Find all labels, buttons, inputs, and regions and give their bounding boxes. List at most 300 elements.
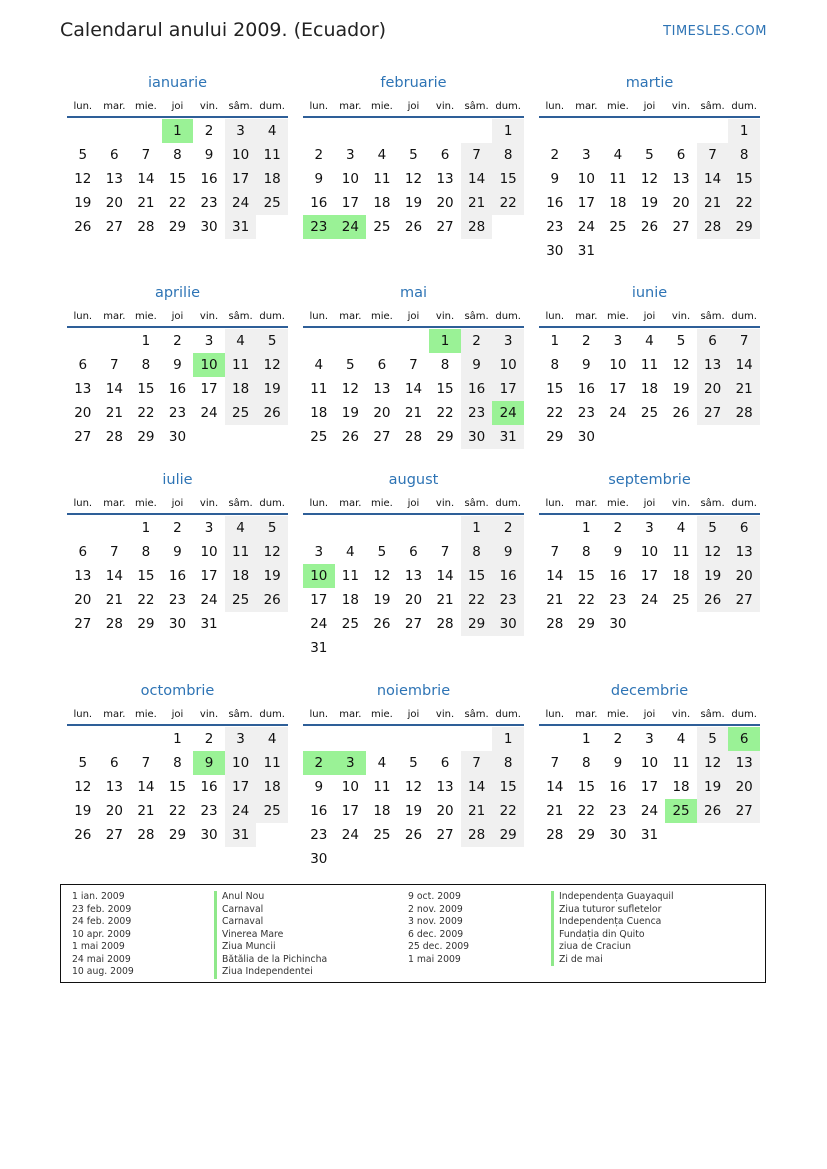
day-grid [67,329,288,449]
day-cell: 22 [492,799,524,823]
day-cell: 20 [436,195,454,211]
weekday-label: lun. [545,101,565,112]
day-cell: 21 [461,799,493,823]
day-cell: 28 [436,616,454,632]
day-cell: 12 [404,779,423,795]
day-cell: 29 [546,429,564,445]
day-cell: 4 [377,147,387,163]
day-cell: 20 [697,377,729,401]
holiday-dates-col-2 [408,891,469,966]
day-cell: 13 [105,779,123,795]
day-cell: 21 [728,377,760,401]
day-cell: 21 [404,405,423,421]
day-cell: 11 [373,779,391,795]
day-cell: 14 [461,167,493,191]
weekday-label: vin. [435,498,455,509]
day-cell: 27 [373,429,391,445]
holiday-day-cell: 9 [193,751,225,775]
weekday-label: joi [643,709,656,720]
day-cell: 20 [373,405,391,421]
weekday-label: sâm. [464,709,489,720]
day-cell: 27 [436,827,454,843]
holiday-date: 3 nov. 2009 [408,916,463,927]
day-cell: 8 [141,357,151,373]
day-cell: 24 [640,592,659,608]
weekday-label: lun. [309,101,329,112]
day-cell: 11 [373,171,391,187]
weekday-label: mar. [575,101,598,112]
day-cell: 16 [609,779,627,795]
day-cell: 4 [256,119,288,143]
weekday-header [67,306,288,328]
day-cell: 25 [373,219,391,235]
weekday-label: mie. [606,311,629,322]
day-cell: 15 [137,568,155,584]
day-cell: 28 [546,827,564,843]
day-cell: 20 [74,592,92,608]
weekday-label: mar. [339,498,362,509]
day-grid [539,516,760,636]
day-cell: 3 [204,520,214,536]
holiday-legend [60,884,766,983]
day-grid [539,119,760,263]
day-cell: 28 [137,827,155,843]
weekday-label: mie. [134,709,157,720]
day-cell: 22 [546,405,564,421]
weekday-label: vin. [435,709,455,720]
day-cell: 17 [225,775,257,799]
day-cell: 13 [74,381,92,397]
day-cell: 23 [200,195,218,211]
day-cell: 2 [461,329,493,353]
day-cell: 8 [728,143,760,167]
day-cell: 10 [341,779,359,795]
day-cell: 10 [492,353,524,377]
weekday-label: sâm. [700,311,725,322]
holiday-name: Independența Guayaquil [551,891,674,904]
day-cell: 13 [672,171,690,187]
day-cell: 3 [314,544,324,560]
month-name: iunie [631,285,668,301]
day-cell: 10 [640,755,659,771]
day-cell: 11 [341,568,359,584]
day-grid [539,329,760,449]
day-cell: 18 [672,779,690,795]
month-aprilie [67,280,288,449]
day-cell: 18 [609,195,627,211]
weekday-label: mie. [134,498,157,509]
day-cell: 6 [110,147,119,163]
day-cell: 6 [78,357,88,373]
day-cell: 19 [672,381,690,397]
day-cell: 31 [310,640,328,656]
day-cell: 27 [105,827,123,843]
holiday-day-cell: 2 [303,751,335,775]
day-cell: 4 [256,727,288,751]
empty-cell [539,119,571,143]
empty-cell [429,119,461,143]
day-cell: 2 [173,333,182,349]
day-cell: 19 [74,803,92,819]
weekday-label: vin. [671,101,691,112]
day-cell: 19 [341,405,359,421]
day-cell: 28 [105,429,123,445]
day-cell: 22 [137,405,155,421]
day-cell: 4 [645,333,654,349]
day-cell: 14 [137,171,155,187]
weekday-header [67,96,288,118]
day-cell: 9 [204,147,214,163]
day-cell: 5 [645,147,654,163]
day-cell: 22 [728,191,760,215]
day-cell: 25 [373,827,391,843]
day-cell: 9 [613,755,623,771]
day-cell: 16 [168,381,187,397]
day-cell: 3 [492,329,524,353]
day-cell: 21 [137,195,155,211]
weekday-label: lun. [73,101,93,112]
empty-cell [398,119,430,143]
day-cell: 5 [409,147,418,163]
day-cell: 16 [609,568,627,584]
day-cell: 5 [409,755,418,771]
day-cell: 1 [582,520,591,536]
month-name: noiembrie [376,683,451,699]
month-name: decembrie [610,683,689,699]
weekday-label: dum. [731,709,757,720]
day-cell: 23 [200,803,218,819]
day-cell: 4 [377,755,387,771]
day-cell: 5 [697,727,729,751]
day-cell: 30 [168,429,187,445]
day-cell: 17 [341,195,359,211]
empty-cell [130,727,162,751]
day-cell: 27 [74,429,92,445]
empty-cell [335,727,367,751]
month-name: septembrie [608,472,691,488]
weekday-label: dum. [495,101,521,112]
weekday-label: mar. [103,498,126,509]
weekday-label: mie. [370,498,393,509]
empty-cell [335,329,367,353]
day-cell: 11 [672,755,690,771]
day-cell: 3 [645,731,654,747]
empty-cell [99,516,131,540]
day-cell: 10 [225,143,257,167]
day-cell: 7 [409,357,418,373]
day-cell: 13 [728,540,760,564]
day-cell: 7 [110,544,119,560]
weekday-label: joi [171,709,184,720]
day-cell: 9 [613,544,623,560]
day-cell: 14 [137,779,155,795]
day-cell: 24 [341,827,359,843]
day-cell: 9 [492,540,524,564]
empty-cell [67,727,99,751]
empty-cell [99,727,131,751]
day-cell: 26 [640,219,659,235]
holiday-date: 24 feb. 2009 [72,916,132,927]
day-cell: 5 [78,755,88,771]
day-cell: 5 [377,544,387,560]
day-cell: 11 [225,540,257,564]
day-cell: 21 [137,803,155,819]
day-cell: 28 [697,215,729,239]
day-cell: 1 [141,333,151,349]
day-cell: 13 [436,171,454,187]
day-cell: 7 [141,755,151,771]
empty-cell [398,727,430,751]
empty-cell [461,727,493,751]
holiday-names-col-1 [214,891,327,979]
day-cell: 16 [200,171,218,187]
weekday-label: lun. [309,498,329,509]
day-cell: 19 [256,377,288,401]
weekday-label: dum. [259,311,285,322]
holiday-date: 10 apr. 2009 [72,928,131,940]
day-cell: 17 [640,779,659,795]
month-name: octombrie [140,683,215,699]
day-cell: 15 [492,167,524,191]
weekday-label: vin. [435,311,455,322]
holiday-day-cell: 25 [665,799,697,823]
empty-cell [398,516,430,540]
month-noiembrie [303,678,524,871]
day-cell: 7 [461,751,493,775]
day-cell: 24 [310,616,328,632]
day-cell: 8 [492,751,524,775]
holiday-day-cell: 24 [335,215,367,239]
day-cell: 30 [310,851,328,867]
day-cell: 4 [225,329,257,353]
day-cell: 17 [609,381,627,397]
holiday-date: 1 ian. 2009 [72,891,125,902]
day-cell: 28 [105,616,123,632]
day-cell: 25 [256,191,288,215]
day-cell: 3 [346,147,355,163]
day-grid [303,119,524,239]
day-cell: 7 [550,755,560,771]
empty-cell [366,329,398,353]
weekday-label: mar. [575,311,598,322]
day-cell: 15 [546,381,564,397]
day-cell: 8 [582,544,591,560]
day-cell: 16 [461,377,493,401]
month-mai [303,280,524,449]
holiday-name: Vinerea Mare [214,929,327,942]
day-cell: 20 [672,195,690,211]
month-name: iulie [162,472,193,488]
day-cell: 25 [609,219,627,235]
day-cell: 31 [492,425,524,449]
day-cell: 14 [105,381,123,397]
day-cell: 17 [200,381,218,397]
brand-link[interactable]: TIMESLES.COM [663,24,767,39]
day-cell: 29 [577,616,595,632]
day-cell: 18 [341,592,359,608]
day-cell: 22 [168,195,187,211]
empty-cell [429,727,461,751]
weekday-label: mar. [103,311,126,322]
holiday-day-cell: 10 [303,564,335,588]
day-cell: 3 [225,727,257,751]
weekday-label: dum. [495,498,521,509]
day-cell: 14 [404,381,423,397]
weekday-label: joi [171,498,184,509]
day-cell: 22 [492,191,524,215]
day-cell: 12 [341,381,359,397]
day-cell: 8 [492,143,524,167]
day-cell: 2 [582,333,591,349]
day-cell: 15 [577,779,595,795]
day-cell: 25 [225,588,257,612]
day-cell: 4 [613,147,623,163]
holiday-date: 1 mai 2009 [408,953,461,965]
day-cell: 4 [676,731,686,747]
day-cell: 30 [168,616,187,632]
day-cell: 14 [546,779,564,795]
day-cell: 19 [640,195,659,211]
empty-cell [99,329,131,353]
day-cell: 16 [492,564,524,588]
day-cell: 17 [200,568,218,584]
weekday-label: mie. [370,101,393,112]
day-cell: 29 [168,219,187,235]
holiday-name: Fundația din Quito [551,929,674,942]
day-cell: 26 [341,429,359,445]
weekday-label: lun. [545,498,565,509]
empty-cell [130,119,162,143]
day-cell: 7 [440,544,450,560]
day-cell: 13 [728,751,760,775]
day-cell: 4 [676,520,686,536]
day-cell: 18 [373,195,391,211]
empty-cell [303,727,335,751]
empty-cell [398,329,430,353]
day-cell: 10 [200,544,218,560]
day-cell: 27 [105,219,123,235]
day-cell: 31 [225,823,257,847]
day-cell: 21 [436,592,454,608]
day-cell: 2 [204,123,214,139]
day-cell: 28 [546,616,564,632]
weekday-header [539,493,760,515]
day-cell: 2 [613,520,623,536]
month-name: august [388,472,439,488]
empty-cell [665,119,697,143]
day-cell: 20 [404,592,423,608]
day-cell: 14 [105,568,123,584]
day-cell: 7 [141,147,151,163]
day-cell: 11 [225,353,257,377]
day-cell: 17 [341,803,359,819]
day-cell: 22 [577,592,595,608]
day-cell: 23 [168,405,187,421]
day-cell: 10 [640,544,659,560]
day-cell: 19 [74,195,92,211]
day-cell: 8 [141,544,151,560]
day-cell: 11 [609,171,627,187]
day-cell: 12 [672,357,690,373]
weekday-label: mar. [575,709,598,720]
empty-cell [571,119,603,143]
holiday-day-cell: 1 [162,119,194,143]
day-cell: 11 [256,143,288,167]
empty-cell [303,329,335,353]
day-cell: 1 [141,520,151,536]
day-cell: 5 [256,329,288,353]
day-cell: 1 [550,333,560,349]
weekday-label: joi [407,101,420,112]
day-cell: 13 [373,381,391,397]
weekday-label: dum. [731,101,757,112]
empty-cell [335,119,367,143]
day-cell: 1 [173,731,182,747]
day-cell: 20 [105,195,123,211]
day-cell: 27 [672,219,690,235]
weekday-header [67,704,288,726]
holiday-dates-col-1 [72,891,134,979]
day-cell: 19 [404,195,423,211]
holiday-date: 2 nov. 2009 [408,903,463,915]
day-cell: 1 [728,119,760,143]
empty-cell [99,119,131,143]
weekday-label: sâm. [228,498,253,509]
day-cell: 18 [310,405,328,421]
day-cell: 30 [609,616,627,632]
day-cell: 29 [137,429,155,445]
weekday-label: lun. [545,709,565,720]
weekday-label: joi [407,498,420,509]
day-cell: 6 [409,544,418,560]
day-cell: 27 [74,616,92,632]
day-grid [67,727,288,847]
day-grid [539,727,760,847]
day-cell: 23 [546,219,564,235]
weekday-header [539,704,760,726]
holiday-day-cell: 1 [429,329,461,353]
day-cell: 17 [492,377,524,401]
day-cell: 9 [550,171,560,187]
day-cell: 28 [461,823,493,847]
empty-cell [461,119,493,143]
day-cell: 6 [728,516,760,540]
empty-cell [335,516,367,540]
holiday-name: Anul Nou [214,891,327,904]
month-name: aprilie [154,285,201,301]
day-cell: 9 [582,357,591,373]
month-septembrie [539,467,760,636]
day-cell: 15 [168,171,187,187]
day-cell: 18 [225,377,257,401]
month-iunie [539,280,760,449]
day-cell: 18 [373,803,391,819]
weekday-label: sâm. [228,311,253,322]
empty-cell [303,119,335,143]
weekday-label: sâm. [228,709,253,720]
day-cell: 30 [461,425,493,449]
day-cell: 15 [577,568,595,584]
holiday-day-cell: 24 [492,401,524,425]
weekday-label: vin. [435,101,455,112]
month-august [303,467,524,660]
weekday-label: mie. [370,709,393,720]
day-cell: 26 [697,799,729,823]
day-cell: 16 [546,195,564,211]
weekday-label: sâm. [700,709,725,720]
day-cell: 26 [373,616,391,632]
day-cell: 25 [256,799,288,823]
